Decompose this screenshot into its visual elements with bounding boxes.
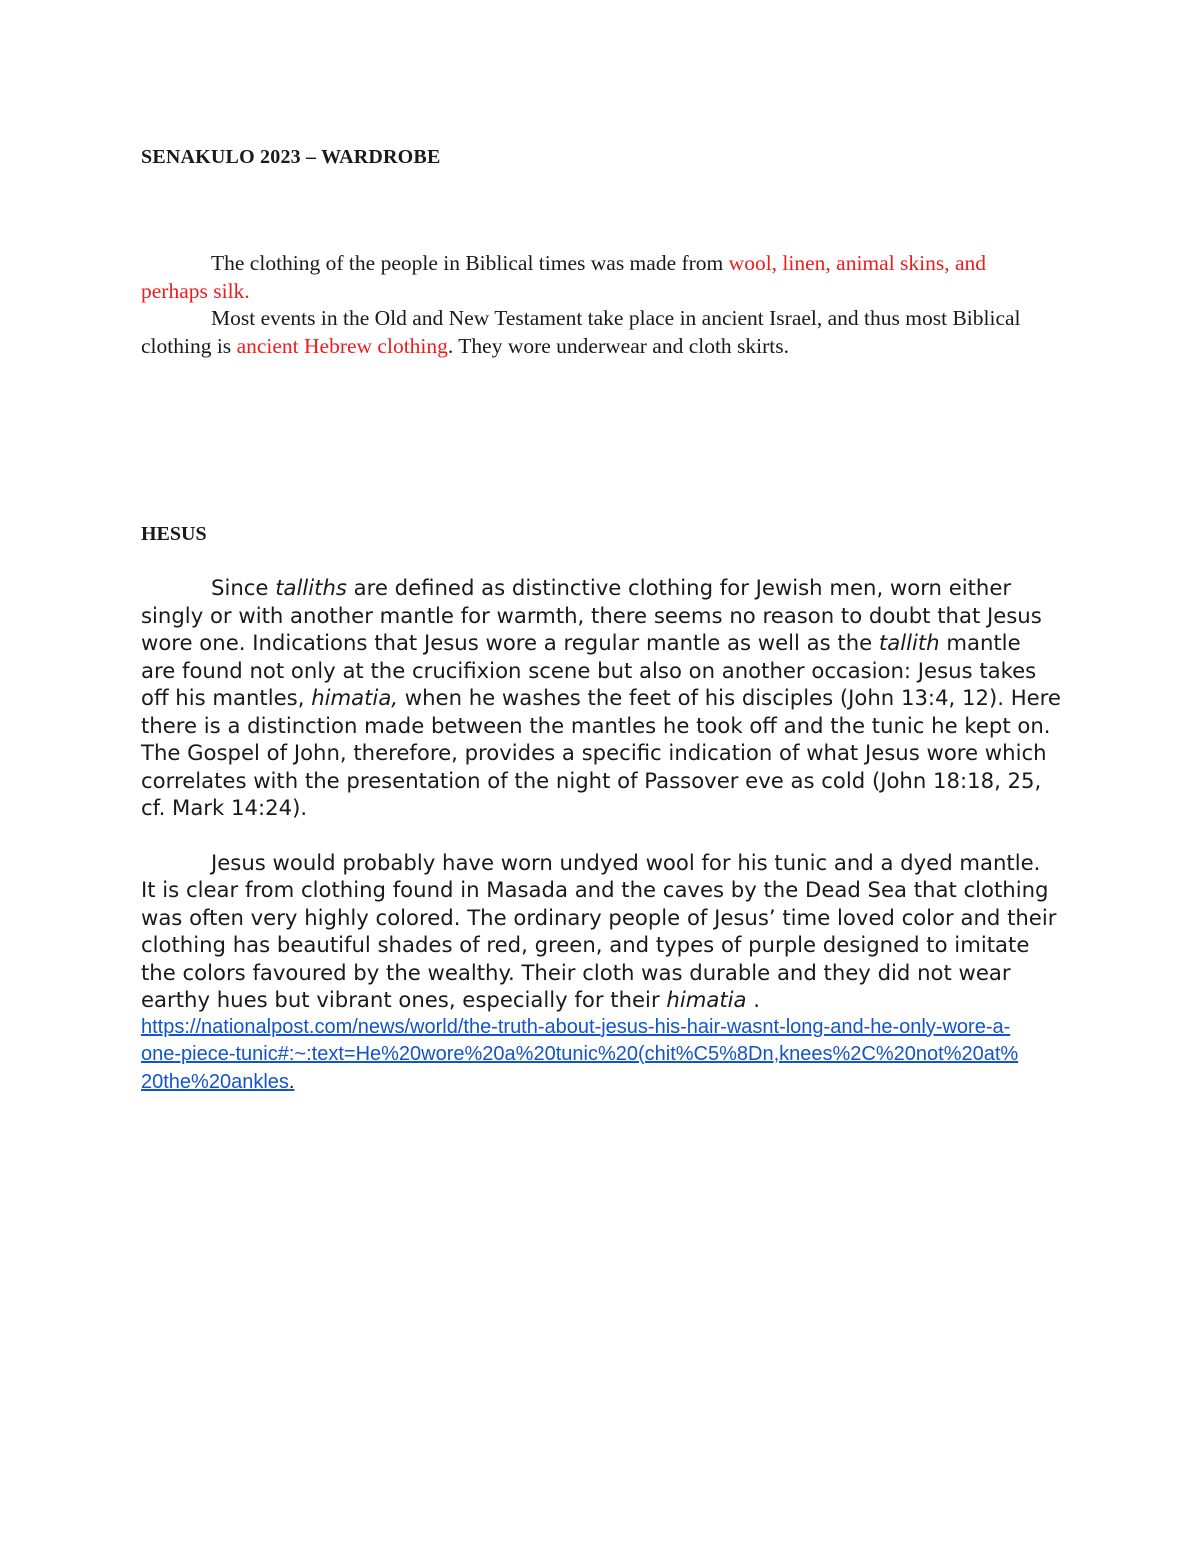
body-text: when he washes the feet of his disciples (John 13:4, 12). Here there is a distinction made between the mantles he took off and the tunic he kept on. The Gospel of John, therefore, provides a specific indication of what Jesus wore which correlates with the presentation of the night of Passover eve as cold (John 18:18, 25, cf. Mark 14:24). [141,685,1061,820]
intro-paragraph-2 [141,305,1041,360]
body-text: mantle are found not only at the crucifixion scene but also on another occasion: Jesus takes off his mantles, [141,630,1037,710]
materials-highlight: wool, linen, animal skins, and perhaps silk. [141,251,987,303]
emphasis-text: tallith [878,630,940,655]
link-trailing-period: . [288,1070,295,1093]
body-text: . [746,987,761,1012]
emphasis-text: himatia [666,987,747,1012]
emphasis-text: himatia, [311,685,399,710]
source-link-container [141,1014,1061,1097]
intro-paragraph-1 [141,250,1041,305]
body-paragraph-1 [141,574,1061,822]
paragraph-spacer [141,822,1061,849]
intro-text: Most events in the Old and New Testament take place in ancient Israel, and thus most Biblical clothing is [141,306,1021,358]
intro-text: The clothing of the people in Biblical times was made from [211,251,729,275]
body-text: Jesus would probably have worn undyed wool for his tunic and a dyed mantle. It is clear from clothing found in Masada and the caves by the Dead Sea that clothing was often very highly colored. The ordinary people of Jesus’ time loved color and their clothing has beautiful shades of red, green, and types of purple designed to imitate the colors favoured by the wealthy. Their cloth was durable and they did not wear earthy hues but vibrant ones, especially for their [141,849,1057,1012]
body-paragraph-2 [141,849,1061,1014]
intro-text: . They wore underwear and cloth skirts. [447,333,790,358]
body-text: are defined as distinctive clothing for Jewish men, worn either singly or with another mantle for warmth, there seems no reason to doubt that Jesus wore one. Indications that Jesus wore a regular mantle as well as the [141,575,1042,655]
body-text: Since [211,575,276,600]
source-link[interactable]: https://nationalpost.com/news/world/the-truth-about-jesus-his-hair-wasnt-long-and-he-only-wore-a-one-piece-tunic#:~:text=He%20wore%20a%20tunic%20(chit%C5%8Dn,knees%2C%20not%20at%20the%20ankles. [141,1015,1019,1093]
hesus-section-body [141,574,1061,1096]
intro-section [141,250,1041,360]
emphasis-text: talliths [275,575,347,600]
document-title: SENAKULO 2023 – WARDROBE [141,146,441,168]
hebrew-clothing-highlight: ancient Hebrew clothing [236,333,448,358]
section-heading: HESUS [141,523,207,545]
